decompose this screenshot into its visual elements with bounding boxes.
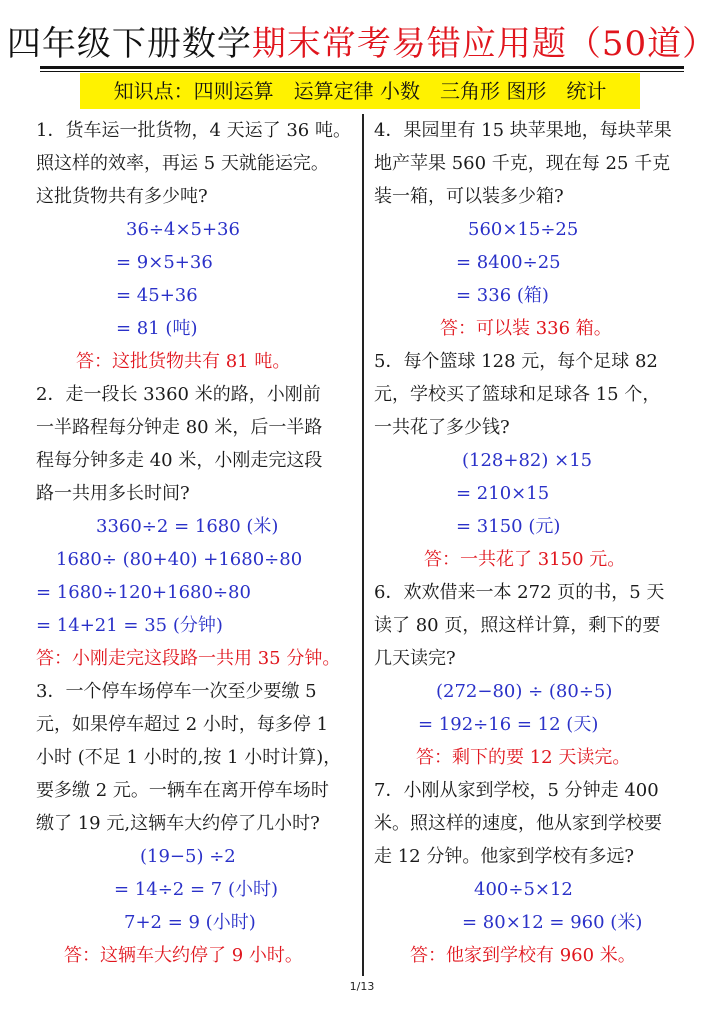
- question-line: 地产苹果 560 千克，现在每 25 千克: [374, 153, 671, 174]
- calculation-line: = 14+21 = 35 (分钟): [36, 615, 223, 636]
- question-line: 照这样的效率，再运 5 天就能运完。: [36, 153, 329, 174]
- answer-line: 答：这辆车大约停了 9 小时。: [64, 945, 303, 966]
- question-line: 几天读完?: [374, 648, 456, 669]
- question-line: 4．果园里有 15 块苹果地，每块苹果: [374, 120, 672, 141]
- question-line: 程每分钟多走 40 米，小刚走完这段: [36, 450, 323, 471]
- question-line: 走 12 分钟。他家到学校有多远?: [374, 846, 634, 867]
- question-line: 5．每个篮球 128 元，每个足球 82: [374, 351, 658, 372]
- question-line: 读了 80 页，照这样计算，剩下的要: [374, 615, 661, 636]
- calculation-line: = 14÷2 = 7 (小时): [114, 879, 278, 900]
- calculation-line: = 1680÷120+1680÷80: [36, 582, 251, 603]
- answer-line: 答：这批货物共有 81 吨。: [76, 351, 291, 372]
- question-line: 装一箱，可以装多少箱?: [374, 186, 564, 207]
- answer-line: 答：可以装 336 箱。: [440, 318, 612, 339]
- page-number: 1/13: [349, 980, 375, 993]
- title-underline-thin: [40, 71, 684, 72]
- question-line: 米。照这样的速度，他从家到学校要: [374, 813, 662, 834]
- title-main: 四年级下册数学: [6, 24, 252, 64]
- calculation-line: (128+82) ×15: [462, 450, 593, 471]
- column-divider: [362, 114, 364, 976]
- answer-line: 答：一共花了 3150 元。: [424, 549, 626, 570]
- calculation-line: = 336 (箱): [456, 285, 549, 306]
- knowledge-points-banner: 知识点：四则运算 运算定律 小数 三角形 图形 统计: [80, 73, 640, 109]
- question-line: 一半路程每分钟走 80 米，后一半路: [36, 417, 323, 438]
- calculation-line: 7+2 = 9 (小时): [124, 912, 256, 933]
- answer-line: 答：剩下的要 12 天读完。: [416, 747, 631, 768]
- question-line: 一共花了多少钱?: [374, 417, 510, 438]
- calculation-line: (19−5) ÷2: [140, 846, 236, 867]
- page-title: [0, 22, 724, 66]
- question-line: 元，学校买了篮球和足球各 15 个，: [374, 384, 661, 405]
- question-line: 3．一个停车场停车一次至少要缴 5: [36, 681, 317, 702]
- calculation-line: 1680÷ (80+40) +1680÷80: [56, 549, 303, 570]
- calculation-line: 36÷4×5+36: [126, 219, 240, 240]
- question-line: 要多缴 2 元。一辆车在离开停车场时: [36, 780, 329, 801]
- question-line: 元，如果停车超过 2 小时，每多停 1: [36, 714, 329, 735]
- question-line: 缴了 19 元,这辆车大约停了几小时?: [36, 813, 320, 834]
- right-column: [374, 114, 692, 972]
- question-line: 1．货车运一批货物，4 天运了 36 吨。: [36, 120, 351, 141]
- calculation-line: = 80×12 = 960 (米): [462, 912, 643, 933]
- calculation-line: = 8400÷25: [456, 252, 561, 273]
- question-line: 这批货物共有多少吨?: [36, 186, 208, 207]
- calculation-line: 400÷5×12: [474, 879, 573, 900]
- calculation-line: (272−80) ÷ (80÷5): [436, 681, 613, 702]
- calculation-line: 560×15÷25: [468, 219, 579, 240]
- question-line: 2．走一段长 3360 米的路，小刚前: [36, 384, 321, 405]
- answer-line: 答：他家到学校有 960 米。: [410, 945, 636, 966]
- question-line: 6．欢欢借来一本 272 页的书，5 天: [374, 582, 665, 603]
- calculation-line: = 3150 (元): [456, 516, 561, 537]
- left-column: [36, 114, 354, 972]
- answer-line: 答：小刚走完这段路一共用 35 分钟。: [36, 648, 341, 669]
- calculation-line: = 192÷16 = 12 (天): [418, 714, 599, 735]
- title-highlight: 期末常考易错应用题（50道）: [251, 24, 718, 64]
- calculation-line: = 81 (吨): [116, 318, 198, 339]
- title-underline-thick: [40, 66, 684, 69]
- question-line: 7．小刚从家到学校，5 分钟走 400: [374, 780, 659, 801]
- calculation-line: = 210×15: [456, 483, 550, 504]
- question-line: 路一共用多长时间?: [36, 483, 190, 504]
- calculation-line: 3360÷2 = 1680 (米): [96, 516, 279, 537]
- calculation-line: = 9×5+36: [116, 252, 213, 273]
- question-line: 小时 (不足 1 小时的,按 1 小时计算)，: [36, 747, 342, 768]
- calculation-line: = 45+36: [116, 285, 198, 306]
